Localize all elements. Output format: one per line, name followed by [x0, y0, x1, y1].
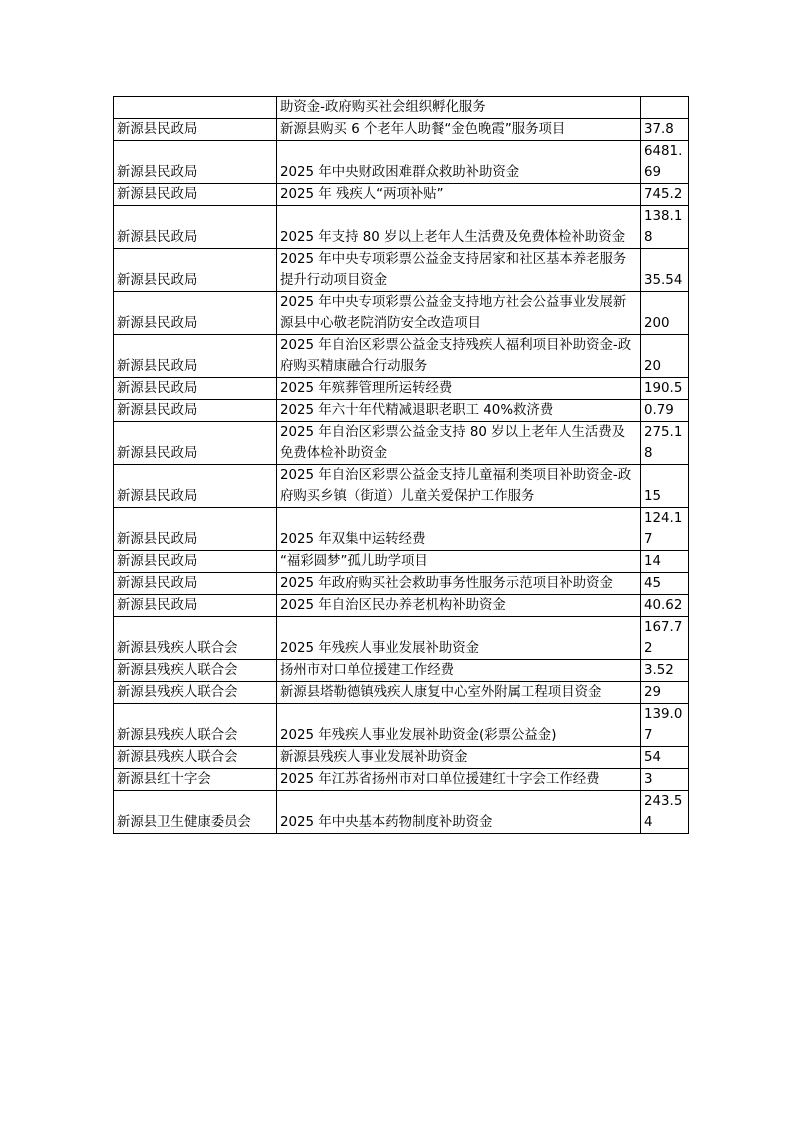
project-cell: 2025 年自治区彩票公益金支持残疾人福利项目补助资金-政府购买精康融合行动服务: [277, 335, 641, 378]
project-cell: 2025 年自治区彩票公益金支持 80 岁以上老年人生活费及免费体检补助资金: [277, 422, 641, 465]
project-cell: 2025 年双集中运转经费: [277, 508, 641, 551]
table-row: [114, 119, 689, 141]
table-row: [114, 551, 689, 573]
amount-cell: 45: [641, 573, 689, 595]
department-cell: 新源县民政局: [114, 292, 277, 335]
amount-cell: 243.54: [641, 791, 689, 834]
department-cell: [114, 97, 277, 119]
amount-cell: 124.17: [641, 508, 689, 551]
table-row: [114, 769, 689, 791]
department-cell: 新源县卫生健康委员会: [114, 791, 277, 834]
amount-cell: 190.5: [641, 378, 689, 400]
amount-cell: 3.52: [641, 660, 689, 682]
department-cell: 新源县民政局: [114, 141, 277, 184]
department-cell: 新源县民政局: [114, 573, 277, 595]
amount-cell: 745.2: [641, 184, 689, 206]
amount-cell: 138.18: [641, 206, 689, 249]
department-cell: 新源县残疾人联合会: [114, 660, 277, 682]
amount-cell: 40.62: [641, 595, 689, 617]
table-row: [114, 747, 689, 769]
amount-cell: 54: [641, 747, 689, 769]
project-cell: 2025 年江苏省扬州市对口单位援建红十字会工作经费: [277, 769, 641, 791]
project-cell: “福彩圆梦”孤儿助学项目: [277, 551, 641, 573]
project-cell: 2025 年自治区彩票公益金支持儿童福利类项目补助资金-政府购买乡镇（街道）儿童关爱保护工作服务: [277, 465, 641, 508]
project-cell: 2025 年六十年代精减退职老职工 40%救济费: [277, 400, 641, 422]
table-row: [114, 660, 689, 682]
department-cell: 新源县民政局: [114, 595, 277, 617]
project-cell: 2025 年殡葬管理所运转经费: [277, 378, 641, 400]
table-row: [114, 292, 689, 335]
project-cell: 2025 年 残疾人“两项补贴”: [277, 184, 641, 206]
department-cell: 新源县民政局: [114, 422, 277, 465]
table-row: [114, 595, 689, 617]
project-cell: 助资金-政府购买社会组织孵化服务: [277, 97, 641, 119]
amount-cell: 29: [641, 682, 689, 704]
department-cell: 新源县民政局: [114, 206, 277, 249]
table-row: [114, 184, 689, 206]
department-cell: 新源县民政局: [114, 378, 277, 400]
department-cell: 新源县民政局: [114, 551, 277, 573]
amount-cell: 200: [641, 292, 689, 335]
table-row: [114, 508, 689, 551]
table-row: [114, 335, 689, 378]
amount-cell: 139.07: [641, 704, 689, 747]
funds-table: [113, 96, 689, 834]
project-cell: 2025 年政府购买社会救助事务性服务示范项目补助资金: [277, 573, 641, 595]
department-cell: 新源县民政局: [114, 335, 277, 378]
department-cell: 新源县残疾人联合会: [114, 747, 277, 769]
project-cell: 2025 年中央财政困难群众救助补助资金: [277, 141, 641, 184]
amount-cell: 15: [641, 465, 689, 508]
department-cell: 新源县红十字会: [114, 769, 277, 791]
department-cell: 新源县民政局: [114, 119, 277, 141]
amount-cell: [641, 97, 689, 119]
amount-cell: 275.18: [641, 422, 689, 465]
table-row: [114, 682, 689, 704]
table-row: [114, 422, 689, 465]
funds-table-body: [114, 97, 689, 834]
project-cell: 2025 年自治区民办养老机构补助资金: [277, 595, 641, 617]
amount-cell: 14: [641, 551, 689, 573]
department-cell: 新源县民政局: [114, 184, 277, 206]
project-cell: 2025 年中央基本药物制度补助资金: [277, 791, 641, 834]
project-cell: 扬州市对口单位援建工作经费: [277, 660, 641, 682]
amount-cell: 37.8: [641, 119, 689, 141]
table-row: [114, 573, 689, 595]
project-cell: 2025 年中央专项彩票公益金支持居家和社区基本养老服务提升行动项目资金: [277, 249, 641, 292]
table-row: [114, 249, 689, 292]
amount-cell: 0.79: [641, 400, 689, 422]
department-cell: 新源县民政局: [114, 400, 277, 422]
table-row: [114, 97, 689, 119]
department-cell: 新源县残疾人联合会: [114, 704, 277, 747]
amount-cell: 20: [641, 335, 689, 378]
department-cell: 新源县残疾人联合会: [114, 682, 277, 704]
table-row: [114, 617, 689, 660]
project-cell: 2025 年中央专项彩票公益金支持地方社会公益事业发展新源县中心敬老院消防安全改造项目: [277, 292, 641, 335]
project-cell: 2025 年残疾人事业发展补助资金: [277, 617, 641, 660]
table-row: [114, 378, 689, 400]
amount-cell: 6481.69: [641, 141, 689, 184]
department-cell: 新源县民政局: [114, 465, 277, 508]
project-cell: 新源县塔勒德镇残疾人康复中心室外附属工程项目资金: [277, 682, 641, 704]
amount-cell: 3: [641, 769, 689, 791]
table-row: [114, 206, 689, 249]
department-cell: 新源县民政局: [114, 508, 277, 551]
department-cell: 新源县残疾人联合会: [114, 617, 277, 660]
table-row: [114, 400, 689, 422]
project-cell: 2025 年支持 80 岁以上老年人生活费及免费体检补助资金: [277, 206, 641, 249]
amount-cell: 167.72: [641, 617, 689, 660]
project-cell: 新源县购买 6 个老年人助餐“金色晚霞”服务项目: [277, 119, 641, 141]
department-cell: 新源县民政局: [114, 249, 277, 292]
project-cell: 新源县残疾人事业发展补助资金: [277, 747, 641, 769]
table-row: [114, 141, 689, 184]
table-row: [114, 704, 689, 747]
table-row: [114, 465, 689, 508]
amount-cell: 35.54: [641, 249, 689, 292]
project-cell: 2025 年残疾人事业发展补助资金(彩票公益金): [277, 704, 641, 747]
table-row: [114, 791, 689, 834]
